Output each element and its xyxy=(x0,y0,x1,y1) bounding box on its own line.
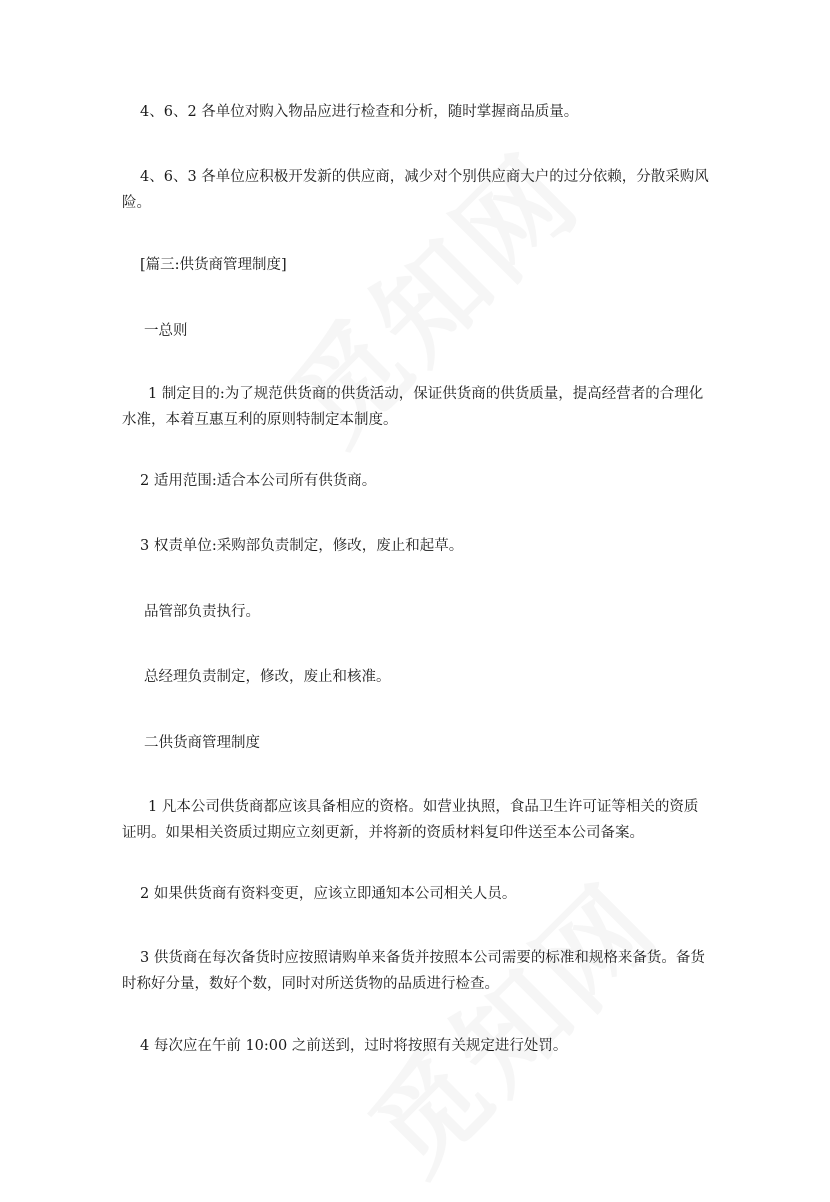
paragraph-rule-4: 4 每次应在午前 10:00 之前送到，过时将按照有关规定进行处罚。 xyxy=(140,1038,568,1054)
paragraph-purpose: 1 制定目的:为了规范供货商的供货活动，保证供货商的供货质量，提高经营者的合理化水准，本着互惠互利的原则特制定本制度。 xyxy=(122,386,704,428)
paragraph-authority: 3 权责单位:采购部负责制定，修改，废止和起草。 xyxy=(140,538,464,554)
heading-general-rules: 一总则 xyxy=(144,323,188,339)
paragraph-general-manager: 总经理负责制定，修改，废止和核准。 xyxy=(144,669,391,685)
heading-supplier-rules: 二供货商管理制度 xyxy=(144,735,260,751)
paragraph-rule-2: 2 如果供货商有资料变更，应该立即通知本公司相关人员。 xyxy=(140,886,517,902)
paragraph-rule-3: 3 供货商在每次备货时应按照请购单来备货并按照本公司需要的标准和规格来备货。备货时称好分量，数好个数，同时对所送货物的品质进行检查。 xyxy=(122,950,705,992)
section-title-3: [篇三:供货商管理制度] xyxy=(140,257,287,273)
paragraph-rule-1: 1 凡本公司供货商都应该具备相应的资格。如营业执照，食品卫生许可证等相关的资质证明。如果相关资质过期应立刻更新，并将新的资质材料复印件送至本公司备案。 xyxy=(122,799,699,841)
paragraph-scope: 2 适用范围:适合本公司所有供货商。 xyxy=(140,473,377,489)
paragraph-4-6-3: 4、6、3 各单位应积极开发新的供应商，减少对个别供应商大户的过分依赖，分散采购风险。 xyxy=(122,169,709,211)
paragraph-quality-dept: 品管部负责执行。 xyxy=(144,604,260,620)
paragraph-4-6-2: 4、6、2 各单位对购入物品应进行检查和分析，随时掌握商品质量。 xyxy=(140,104,579,120)
